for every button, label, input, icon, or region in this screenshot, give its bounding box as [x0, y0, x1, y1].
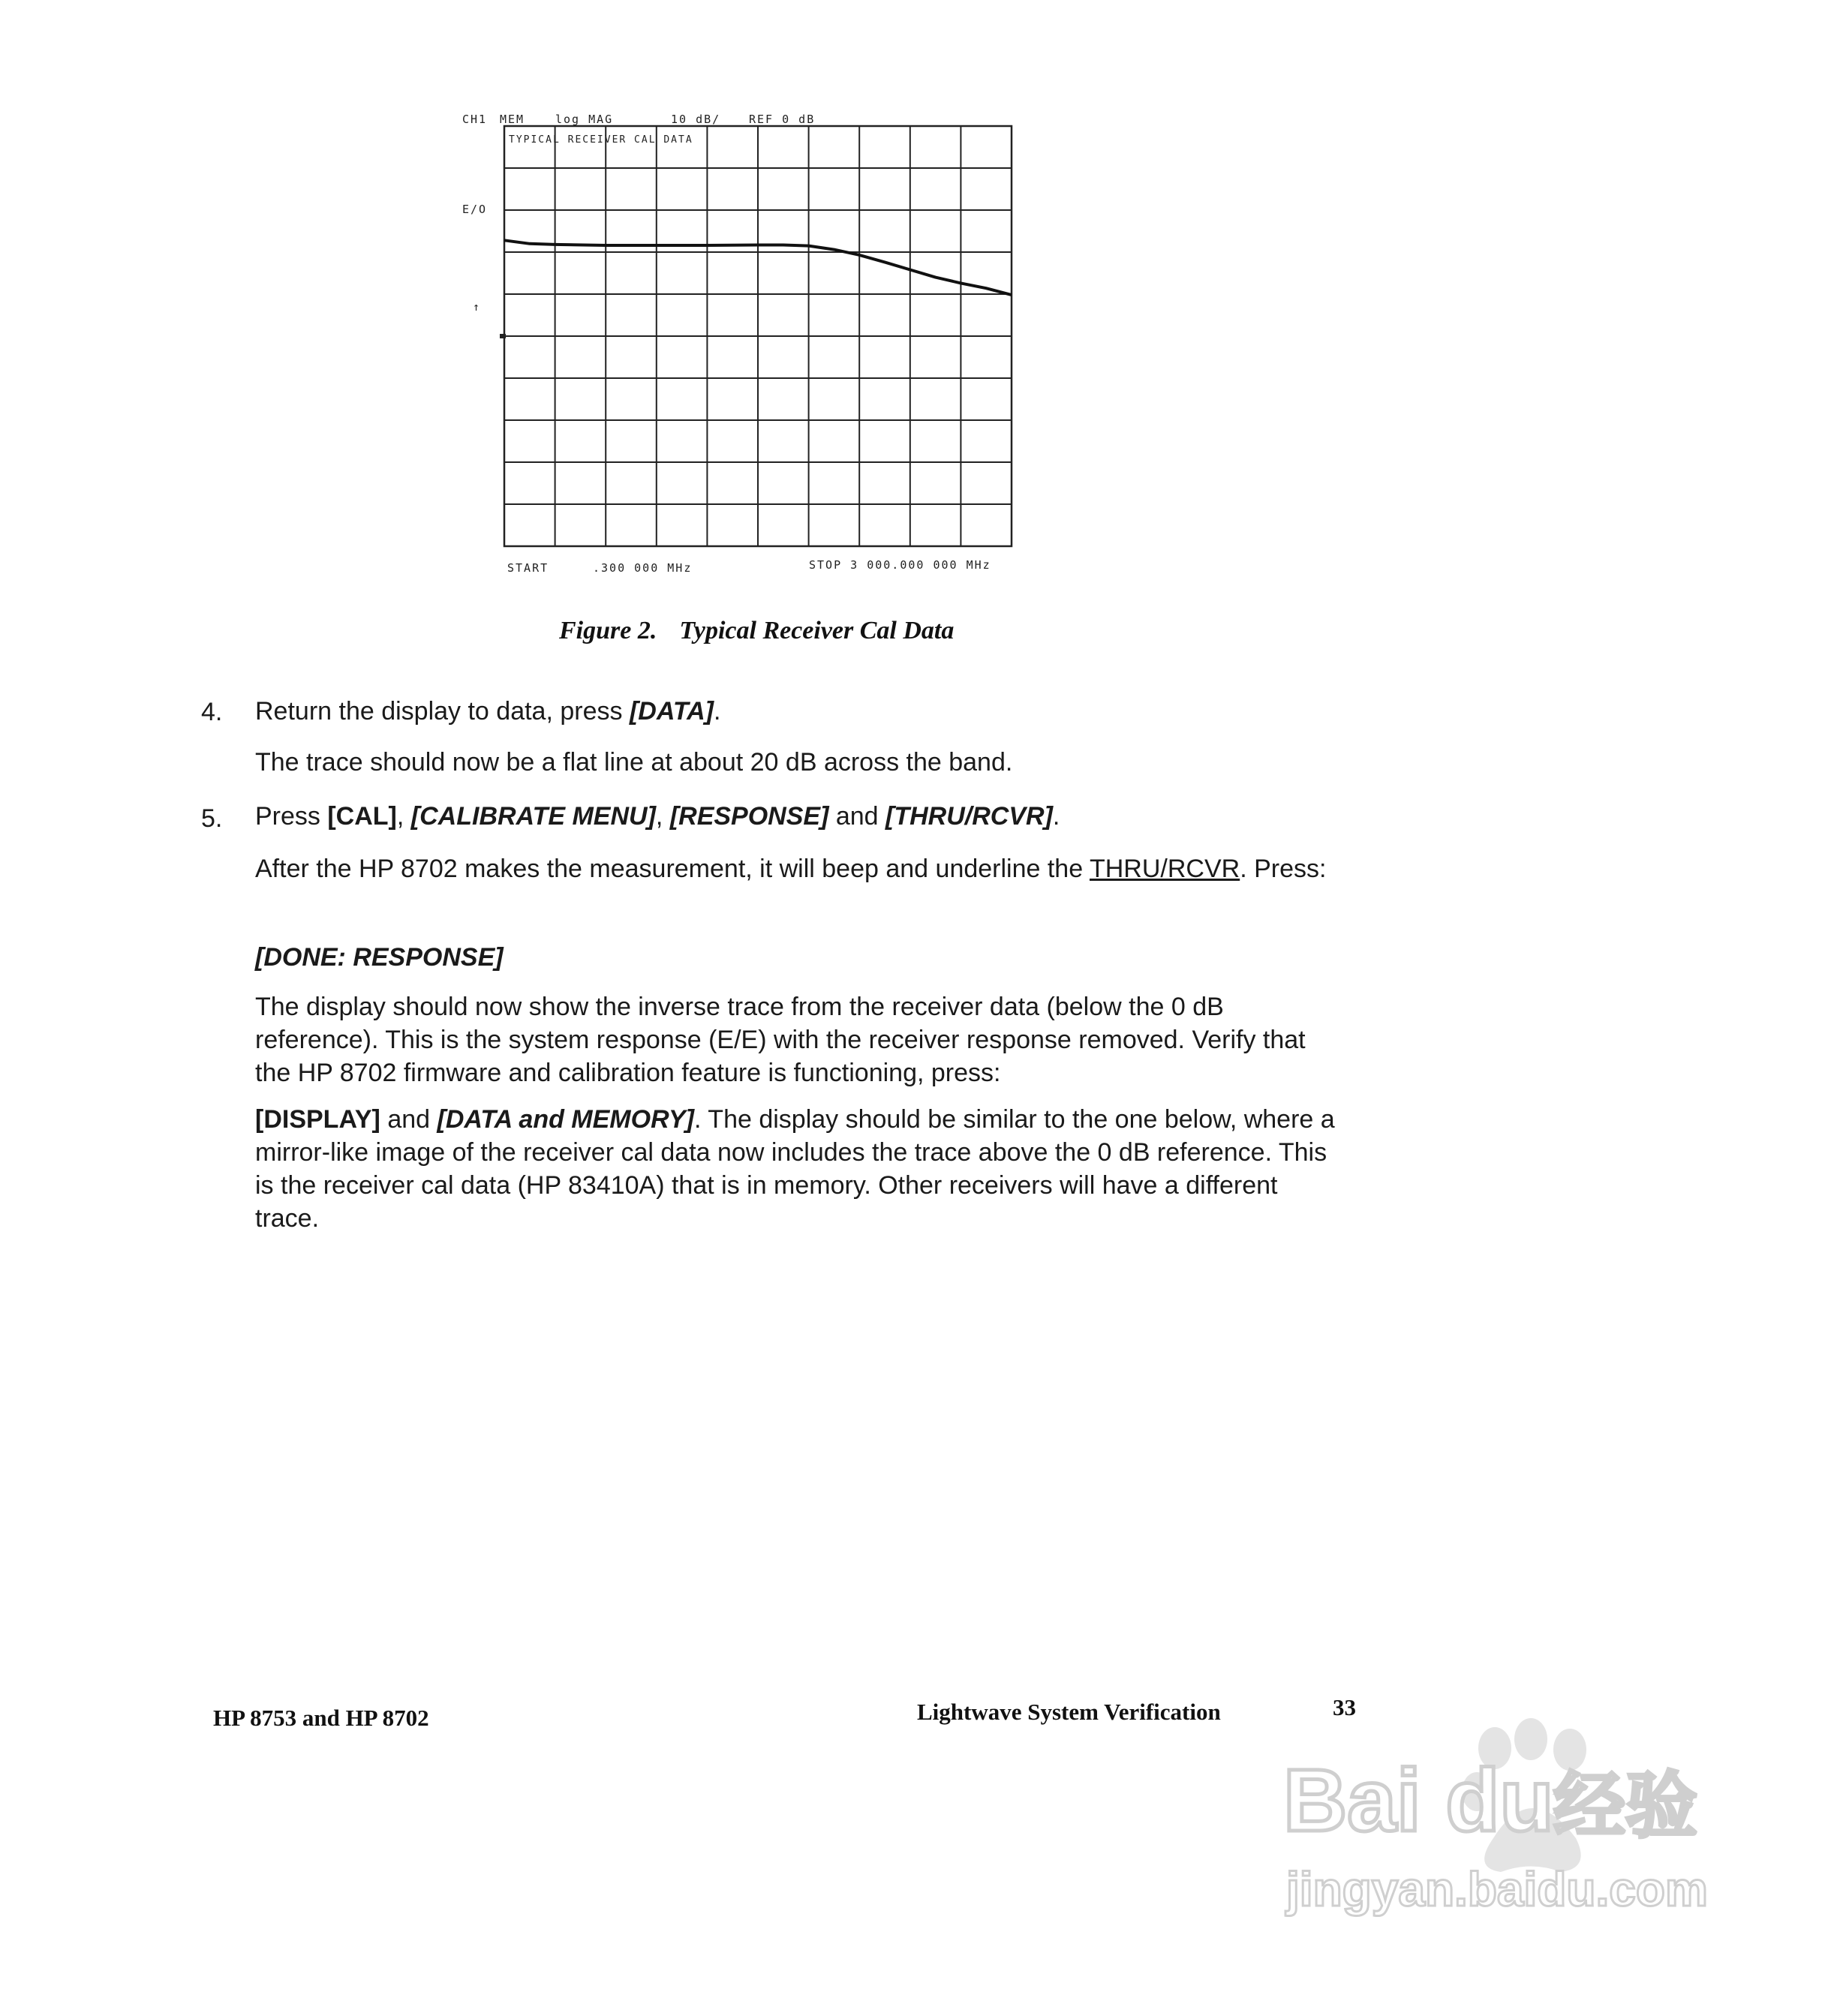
display-key: [DISPLAY]	[255, 1105, 380, 1134]
trace-point	[707, 245, 708, 246]
after-measurement-press: . Press:	[1240, 855, 1327, 883]
trace-point	[986, 288, 987, 289]
receiver-cal-figure	[458, 113, 1028, 585]
trace-point	[504, 240, 505, 241]
step-4-period: .	[713, 697, 721, 726]
trace-point	[529, 243, 530, 244]
step-4-note: The trace should now be a flat line at about 20 dB across the band.	[255, 748, 1013, 777]
trace-point	[909, 269, 910, 270]
trace-point	[935, 277, 936, 278]
label-e-o: E/O	[462, 203, 488, 216]
trace-point	[808, 245, 809, 246]
figure-title: Typical Receiver Cal Data	[679, 617, 955, 644]
watermark-brand-cn: 经验	[1553, 1766, 1697, 1846]
trace-point	[859, 254, 860, 255]
figure-caption	[559, 617, 1159, 645]
header-reference: REF 0 dB	[749, 113, 816, 126]
step-4-text: Return the display to data, press	[255, 697, 630, 726]
step-4-instruction	[255, 695, 1343, 728]
chart-title: TYPICAL RECEIVER CAL DATA	[509, 134, 693, 146]
step-5-instruction	[255, 800, 1343, 833]
step-5-period: .	[1052, 802, 1060, 831]
step-5-paragraph-1: The display should now show the inverse trace from the receiver data (below the 0 dB reference). This is the system response (E/E) with the receiver response removed. Verify that the HP 8702 firmware and calibration feature is functioning, press:	[255, 993, 1306, 1087]
x-stop-label: STOP 3 000.000 000 MHz	[809, 558, 991, 572]
para-2-text: . The display should be similar to the one below, where a mirror-like image of the receiver cal data now includes the trace above the 0 dB reference. This is the receiver cal data (HP 83410A) that is in memory. Other receivers will have a different trace.	[255, 1105, 1335, 1233]
thru-rcvr-key: [THRU/RCVR]	[885, 802, 1053, 831]
footer-product: HP 8753 and HP 8702	[213, 1705, 429, 1731]
label-marker-arrow: ↑	[473, 300, 482, 314]
after-measurement-text: After the HP 8702 makes the measurement, it will beep and underline the	[255, 855, 1090, 883]
thru-rcvr-underlined: THRU/RCVR	[1089, 855, 1240, 883]
baidu-watermark	[1276, 1718, 1726, 1973]
watermark-brand: Bai du	[1283, 1751, 1554, 1850]
header-format: log MAG	[555, 113, 614, 126]
reference-marker-icon	[500, 334, 506, 338]
step-5-paragraph-2	[255, 1103, 1343, 1235]
data-key: [DATA]	[629, 697, 714, 726]
step-5-sep-1: ,	[396, 802, 411, 831]
trace-point	[656, 245, 657, 246]
step-5-sep-2: ,	[655, 802, 670, 831]
footer-section: Lightwave System Verification	[917, 1699, 1221, 1725]
watermark-url: jingyan.baidu.com	[1286, 1862, 1708, 1916]
response-key: [RESPONSE]	[669, 802, 829, 831]
step-5-number: 5.	[201, 804, 223, 833]
cal-key: [CAL]	[327, 802, 397, 831]
step-4-number: 4.	[201, 698, 223, 726]
done-response-key: [DONE: RESPONSE]	[255, 943, 504, 972]
calibrate-menu-key: [CALIBRATE MENU]	[410, 802, 656, 831]
watermark-graphic	[1276, 1718, 1726, 1973]
header-channel: CH1	[462, 113, 488, 126]
header-scale: 10 dB/	[671, 113, 721, 126]
x-start-label: START	[507, 561, 549, 575]
header-mode: MEM	[500, 113, 525, 126]
step-5-sep-3: and	[828, 802, 886, 831]
x-start-value: .300 000 MHz	[593, 561, 693, 575]
receiver-cal-chart	[458, 113, 1028, 585]
para-2-sep: and	[380, 1105, 437, 1134]
page-number: 33	[1333, 1694, 1356, 1720]
data-and-memory-key: [DATA and MEMORY]	[437, 1105, 695, 1134]
step-5-after-measurement	[255, 852, 1336, 885]
figure-number: Figure 2.	[559, 617, 657, 644]
step-5-text: Press	[255, 802, 328, 831]
